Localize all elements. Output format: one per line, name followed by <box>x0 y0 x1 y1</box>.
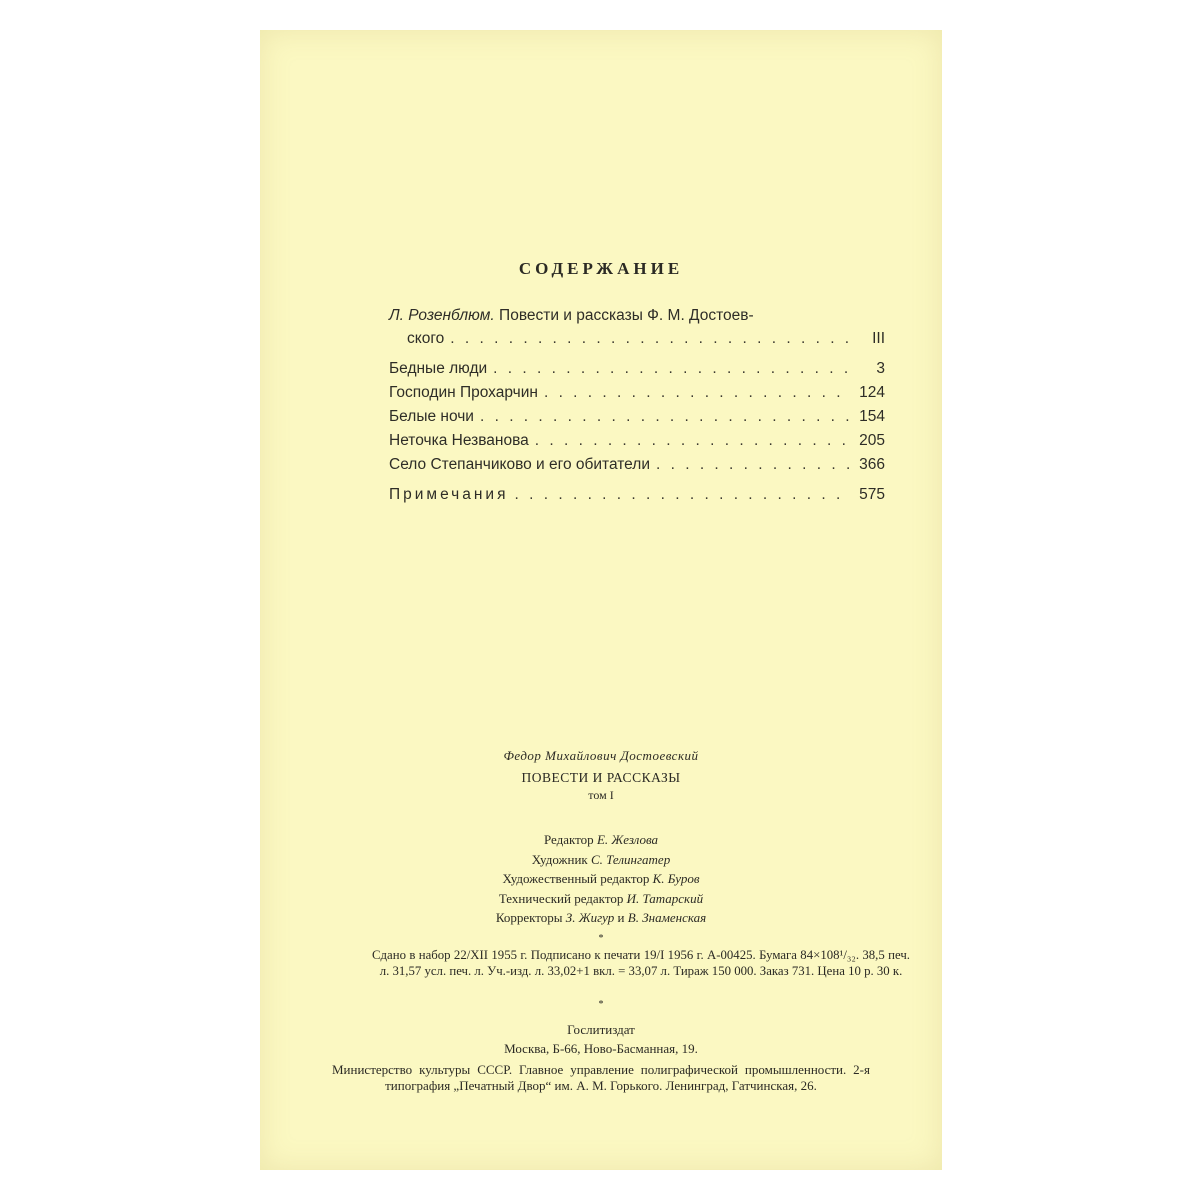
toc-entry-intro-line1 <box>389 305 885 327</box>
toc-intro-title-line1: Повести и рассказы Ф. М. Достоев- <box>494 307 754 324</box>
separator-star: * <box>598 999 604 1010</box>
toc-page-number: 154 <box>859 408 885 425</box>
leader-dots <box>450 327 849 351</box>
toc-page-number: III <box>872 330 885 347</box>
toc-entry <box>389 429 885 453</box>
separator-star: * <box>598 932 604 944</box>
credit-line <box>260 830 942 850</box>
contents-heading: СОДЕРЖАНИЕ <box>518 259 684 278</box>
book-page <box>260 30 942 1170</box>
leader-dots <box>656 453 849 477</box>
leader-dots <box>544 381 849 405</box>
credit-line <box>260 869 942 889</box>
publisher-name: Гослитиздат <box>567 1022 635 1037</box>
credit-name: В. Знаменская <box>627 910 707 925</box>
imprint-credits <box>260 830 942 944</box>
toc-entry <box>389 453 885 477</box>
credit-role: Корректоры <box>495 910 566 925</box>
toc-entry <box>389 405 885 429</box>
credit-line <box>260 850 942 870</box>
credit-role: Художественный редактор <box>502 871 653 886</box>
toc-entry-title: Господин Прохарчин <box>389 384 538 401</box>
credit-role: Редактор <box>543 832 597 847</box>
toc-page-number: 205 <box>859 432 885 449</box>
toc-page-number: 366 <box>859 456 885 473</box>
credit-name: К. Буров <box>652 871 700 886</box>
print-details: Сдано в набор 22/XII 1955 г. Подписано к печати 19/I 1956 г. А-00425. Бумага 84×108¹/₃₂. 38,5 печ. л. 31,57 усл. печ. л. Уч.-изд. л. 33,02+1 вкл. = 33,07 л. Тираж 150 000. Заказ 731. Цена 10 р. 30 к. <box>372 948 910 978</box>
credit-role: Технический редактор <box>498 890 627 906</box>
toc-entry-title: Село Степанчиково и его обитатели <box>389 456 650 473</box>
toc-page-number: 575 <box>859 486 885 503</box>
toc-entry <box>389 381 885 405</box>
publisher-block <box>260 1020 942 1094</box>
imprint-author: Федор Михайлович Достоевский <box>503 748 699 763</box>
printer-info: Министерство культуры СССР. Главное управление полиграфической промышленности. 2-я типография „Печатный Двор“ им. А. М. Горького. Ленинград, Гатчинская, 26. <box>332 1062 870 1093</box>
toc-page-number: 124 <box>859 384 885 401</box>
toc-intro-title-line2: ского <box>407 330 445 347</box>
toc-entry-title: Белые ночи <box>389 408 474 425</box>
toc-entry <box>389 357 885 381</box>
credit-name: З. Жигур <box>565 910 615 925</box>
toc-entry-notes <box>389 483 885 507</box>
credit-line <box>260 908 942 928</box>
toc-intro-author: Л. Розенблюм. <box>389 307 495 324</box>
leader-dots <box>515 483 850 507</box>
toc-page-number: 3 <box>876 360 885 377</box>
credit-name: И. Татарский <box>626 890 704 906</box>
leader-dots <box>480 405 849 429</box>
imprint-volume: том I <box>588 788 614 802</box>
credit-conjunction: и <box>614 910 628 925</box>
table-of-contents <box>389 305 885 507</box>
toc-entry-title: Бедные люди <box>389 360 488 377</box>
credit-line <box>260 889 942 909</box>
toc-entry-title: Неточка Незванова <box>389 432 529 449</box>
leader-dots <box>535 429 849 453</box>
imprint-book-title: ПОВЕСТИ И РАССКАЗЫ <box>521 770 681 785</box>
publisher-address: Москва, Б-66, Ново-Басманная, 19. <box>504 1041 698 1056</box>
credit-name: Е. Жезлова <box>596 832 659 847</box>
toc-notes-title: Примечания <box>389 486 509 503</box>
leader-dots <box>493 357 849 381</box>
toc-entry-intro-line2 <box>389 327 885 351</box>
credit-role: Художник <box>531 851 591 867</box>
credit-name: С. Телингатер <box>590 851 671 867</box>
imprint-header <box>260 748 942 803</box>
